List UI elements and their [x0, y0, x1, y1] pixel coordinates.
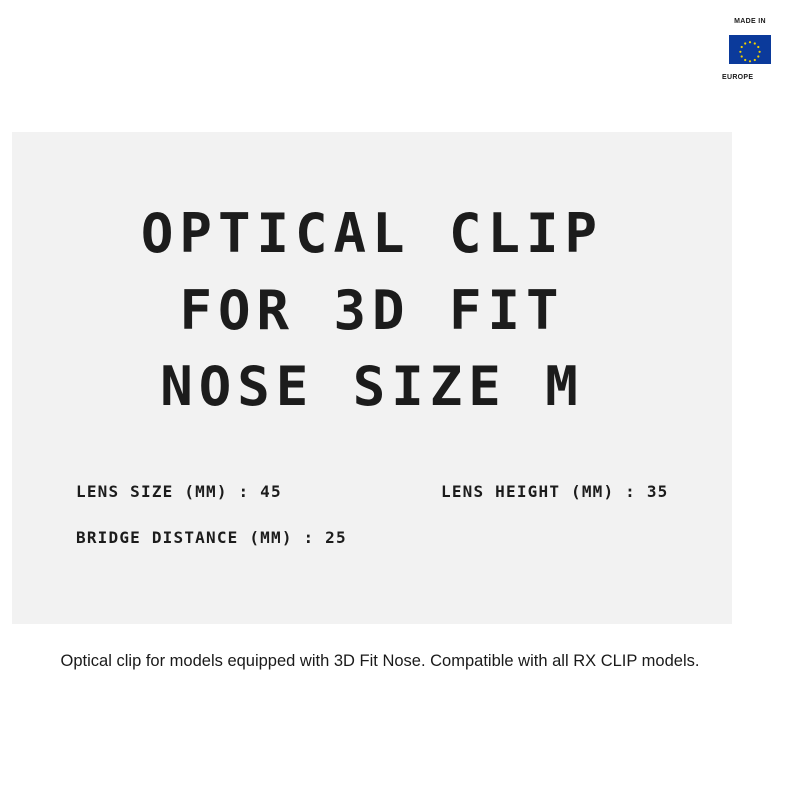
spec-row: [76, 482, 694, 502]
spec-cell-bridge-distance: [76, 528, 385, 548]
spec-cell-lens-height: [385, 482, 694, 502]
product-title-line-1: OPTICAL CLIP: [140, 202, 604, 265]
eu-stars-icon: [729, 35, 771, 64]
spec-cell-empty: [385, 528, 694, 548]
badge-top-label: MADE IN: [734, 18, 766, 25]
badge-bottom-label: EUROPE: [722, 74, 754, 81]
product-caption: Optical clip for models equipped with 3D Fit Nose. Compatible with all RX CLIP models.: [60, 652, 700, 670]
spec-lens-height: LENS HEIGHT (MM) : 35: [441, 482, 669, 501]
spec-list: [76, 482, 694, 574]
spec-cell-lens-size: [76, 482, 385, 502]
spec-row: [76, 528, 694, 548]
product-title-line-2: FOR 3D FIT: [179, 278, 565, 342]
product-title-line-3: NOSE SIZE M: [160, 355, 584, 419]
product-spec-card: [12, 132, 732, 624]
made-in-europe-badge: [714, 14, 786, 86]
spec-bridge-distance: BRIDGE DISTANCE (MM) : 25: [76, 528, 347, 547]
eu-flag-icon: [729, 35, 771, 64]
spec-lens-size: LENS SIZE (MM) : 45: [76, 482, 282, 501]
product-title: [12, 196, 732, 426]
